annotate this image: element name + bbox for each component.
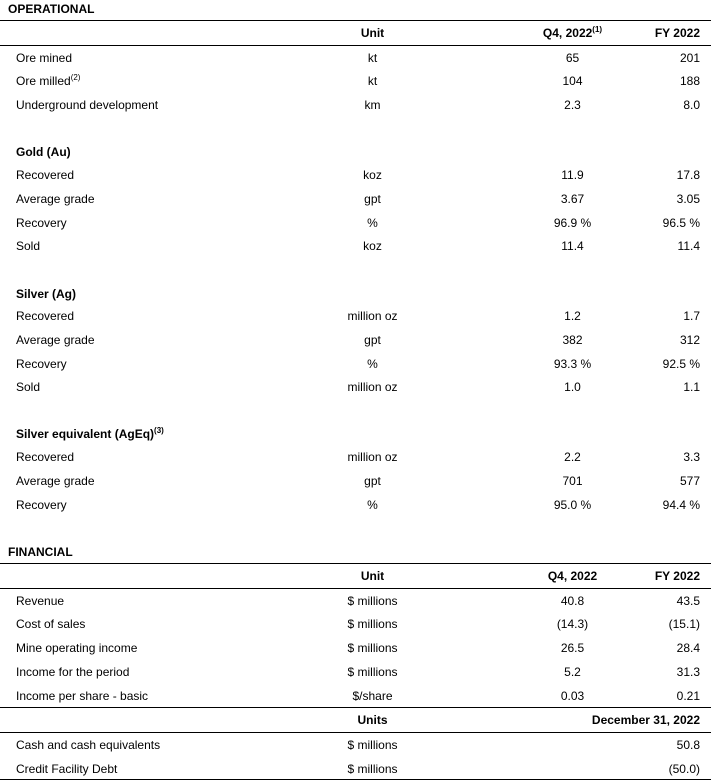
row-date-value: 50.8 — [676, 738, 700, 752]
table-row — [0, 355, 711, 373]
row-fy-value: 11.4 — [677, 239, 700, 253]
row-fy-value: 312 — [679, 333, 700, 347]
ageq-title — [16, 425, 164, 443]
row-q4-value: 96.9 % — [553, 216, 592, 230]
table-row — [0, 331, 711, 349]
gold-section-title — [0, 143, 711, 161]
row-q4-value: 382 — [562, 333, 583, 347]
row-fy-value: 0.21 — [676, 689, 700, 703]
row-label: Income per share - basic — [16, 689, 149, 703]
table-row — [0, 166, 711, 184]
row-fy-value: 94.4 % — [662, 498, 700, 512]
table-row — [0, 96, 711, 114]
row-unit: $ millions — [347, 738, 398, 752]
table-row — [0, 760, 711, 778]
financial-title: FINANCIAL — [8, 545, 73, 559]
row-unit: kt — [367, 51, 378, 65]
row-q4-value: 40.8 — [560, 594, 585, 608]
row-label: Ore mined — [16, 51, 73, 65]
row-q4-value: 26.5 — [560, 641, 585, 655]
table-row — [0, 592, 711, 610]
date-column-header: December 31, 2022 — [591, 713, 700, 727]
table-row — [0, 49, 711, 67]
q4-header-text: Q4, 2022 — [542, 26, 593, 40]
row-label: Average grade — [16, 474, 95, 488]
row-label: Recovered — [16, 450, 75, 464]
row-label: Recovered — [16, 168, 75, 182]
row-fy-value: 577 — [679, 474, 700, 488]
ageq-title-text: Silver equivalent (AgEq) — [16, 427, 155, 441]
row-label: Recovery — [16, 357, 67, 371]
row-label: Recovered — [16, 309, 75, 323]
row-label: Credit Facility Debt — [16, 762, 118, 776]
table-row — [0, 736, 711, 754]
row-q4-value: 93.3 % — [553, 357, 592, 371]
table-row — [0, 472, 711, 490]
row-label: Average grade — [16, 333, 95, 347]
row-fy-value: (15.1) — [668, 617, 700, 631]
row-unit: koz — [363, 239, 382, 253]
row-q4-value: 0.03 — [560, 689, 585, 703]
operational-top-rule — [0, 20, 711, 21]
row-q4-value: 1.0 — [564, 380, 581, 394]
row-q4-value: 11.4 — [561, 239, 584, 253]
row-label: Revenue — [16, 594, 65, 608]
row-q4-value: 3.67 — [560, 192, 585, 206]
table-row — [0, 237, 711, 255]
row-q4-value: 11.9 — [561, 168, 584, 182]
row-unit: km — [364, 98, 381, 112]
row-label — [16, 72, 80, 90]
row-unit: $ millions — [347, 665, 398, 679]
row-fy-value: 43.5 — [676, 594, 700, 608]
row-q4-value: 1.2 — [564, 309, 581, 323]
table-row — [0, 615, 711, 633]
row-fy-value: 201 — [679, 51, 700, 65]
table-row — [0, 378, 711, 396]
units-column-header: Units — [357, 713, 388, 727]
row-fy-value: 92.5 % — [662, 357, 700, 371]
row-label: Cash and cash equivalents — [16, 738, 161, 752]
row-unit: % — [367, 498, 378, 512]
gold-title: Gold (Au) — [16, 145, 71, 159]
row-fy-value: 96.5 % — [662, 216, 700, 230]
row-unit: million oz — [347, 450, 398, 464]
row-q4-value: (14.3) — [556, 617, 589, 631]
row-date-value: (50.0) — [668, 762, 700, 776]
table-row — [0, 687, 711, 705]
row-unit: kt — [367, 74, 378, 88]
row-fy-value: 3.05 — [676, 192, 700, 206]
row-unit: gpt — [364, 333, 381, 347]
row-q4-value: 5.2 — [564, 665, 581, 679]
row-unit: $ millions — [347, 641, 398, 655]
row-label-text: Ore milled — [16, 74, 71, 88]
row-fy-value: 3.3 — [683, 450, 700, 464]
row-unit: million oz — [347, 309, 398, 323]
row-unit: gpt — [364, 474, 381, 488]
row-unit: million oz — [347, 380, 398, 394]
row-fy-value: 188 — [679, 74, 700, 88]
row-q4-value: 701 — [562, 474, 583, 488]
table-row — [0, 214, 711, 232]
row-q4-value: 95.0 % — [553, 498, 592, 512]
unit-column-header: Unit — [360, 569, 385, 583]
table-row — [0, 448, 711, 466]
operational-header-row — [0, 24, 711, 42]
table-row — [0, 72, 711, 90]
row-label: Sold — [16, 239, 41, 253]
row-fy-value: 28.4 — [676, 641, 700, 655]
row-label: Recovery — [16, 498, 67, 512]
bottom-rule — [0, 779, 711, 780]
row-label-footnote: (2) — [70, 73, 81, 82]
row-label: Average grade — [16, 192, 95, 206]
row-label: Cost of sales — [16, 617, 86, 631]
q4-header-footnote: (1) — [592, 25, 603, 34]
operational-title: OPERATIONAL — [8, 2, 95, 16]
row-unit: % — [367, 357, 378, 371]
row-unit: koz — [363, 168, 382, 182]
silver-section-title — [0, 285, 711, 303]
operational-header-rule — [0, 45, 711, 46]
balance-header-rule — [0, 732, 711, 733]
row-label: Sold — [16, 380, 41, 394]
row-label: Underground development — [16, 98, 159, 112]
row-q4-value: 104 — [562, 74, 583, 88]
fy-column-header: FY 2022 — [654, 569, 700, 583]
table-row — [0, 307, 711, 325]
row-unit: $/share — [352, 689, 393, 703]
ageq-section-title — [0, 425, 711, 443]
q4-column-header: Q4, 2022 — [547, 569, 598, 583]
table-row — [0, 663, 711, 681]
row-label: Income for the period — [16, 665, 130, 679]
row-q4-value: 65 — [565, 51, 580, 65]
row-unit: $ millions — [347, 617, 398, 631]
row-unit: gpt — [364, 192, 381, 206]
row-label: Mine operating income — [16, 641, 138, 655]
row-fy-value: 31.3 — [676, 665, 700, 679]
table-row — [0, 496, 711, 514]
ageq-title-footnote: (3) — [154, 426, 164, 435]
unit-column-header: Unit — [360, 26, 385, 40]
row-unit: % — [367, 216, 378, 230]
table-row — [0, 190, 711, 208]
balance-header-row — [0, 711, 711, 729]
row-fy-value: 17.8 — [676, 168, 700, 182]
row-fy-value: 1.1 — [683, 380, 700, 394]
row-fy-value: 1.7 — [683, 309, 700, 323]
row-unit: $ millions — [347, 762, 398, 776]
silver-title: Silver (Ag) — [16, 287, 77, 301]
row-q4-value: 2.2 — [564, 450, 581, 464]
row-fy-value: 8.0 — [683, 98, 700, 112]
table-row — [0, 639, 711, 657]
financial-header-row — [0, 567, 711, 585]
row-q4-value: 2.3 — [564, 98, 581, 112]
financial-header-rule — [0, 588, 711, 589]
fy-column-header: FY 2022 — [654, 26, 700, 40]
balance-top-rule — [0, 707, 711, 708]
row-unit: $ millions — [347, 594, 398, 608]
row-label: Recovery — [16, 216, 67, 230]
financial-top-rule — [0, 563, 711, 564]
